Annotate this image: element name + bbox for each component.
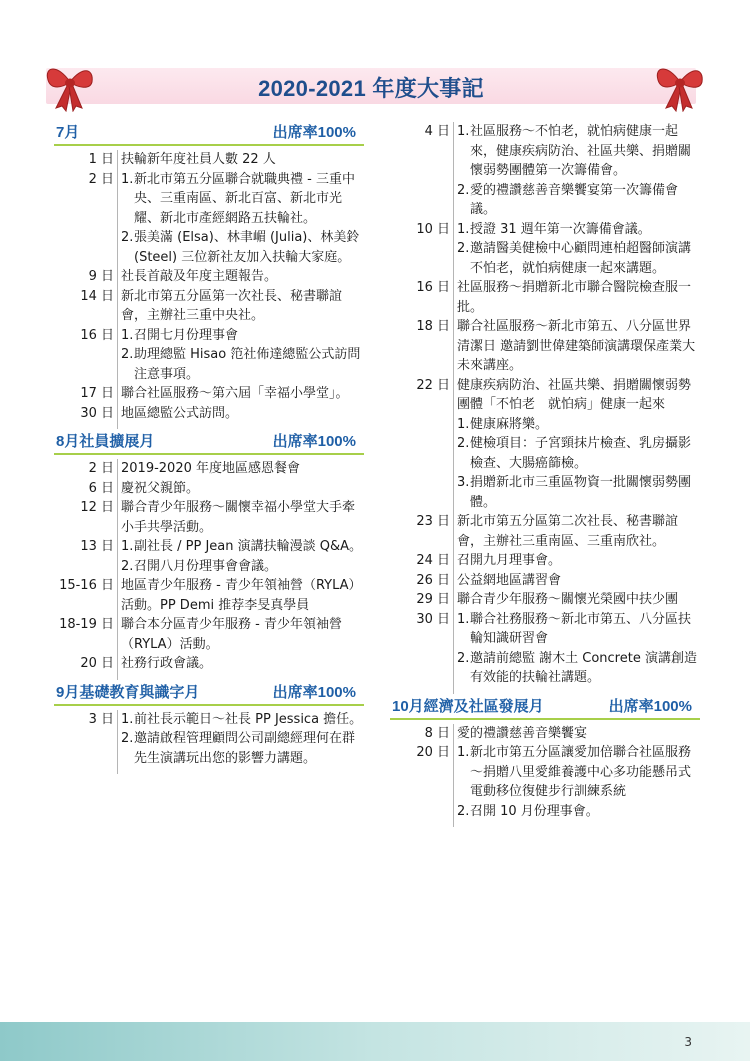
event-text: 聯合社區服務～第六屆「幸福小學堂」。 <box>121 386 349 401</box>
month-heading <box>54 431 364 455</box>
event-entry <box>54 654 364 674</box>
event-date: 23 日 <box>416 514 450 529</box>
month-heading <box>54 122 364 146</box>
event-date: 29 日 <box>416 592 450 607</box>
event-entry <box>54 267 364 287</box>
event-date: 14 日 <box>80 288 114 304</box>
attendance-rate: 出席率100% <box>272 683 356 701</box>
event-text: 愛的禮讚慈善音樂饗宴 <box>457 725 588 741</box>
event-text: 地區總監公式訪問。 <box>121 405 239 421</box>
event-entry <box>390 571 700 591</box>
event-date: 18-19 日 <box>59 617 114 632</box>
attendance-rate: 出席率100% <box>608 697 692 715</box>
event-date: 4 日 <box>424 124 450 139</box>
page-title: 2020-2021 年度大事記 <box>258 76 484 101</box>
event-item: 3. 捐贈新北市三重區物資一批關懷弱勢團體。 <box>457 475 692 510</box>
event-entry <box>390 317 700 376</box>
event-item: 2. 張美滿 (Elsa)、林聿嵋 (Julia)、林美鈴 (Steel) 三位新社友加入扶輪大家庭。 <box>121 230 360 265</box>
event-date: 15-16 日 <box>59 578 114 593</box>
event-text: 2019-2020 年度地區感恩餐會 <box>121 461 300 476</box>
event-entry <box>390 220 700 279</box>
event-entry <box>54 615 364 654</box>
event-entry <box>54 287 364 326</box>
event-item: 2. 召開 10 月份理事會。 <box>457 803 599 819</box>
event-item: 2. 助理總監 Hisao 笵社佈達總監公式訪問注意事項。 <box>121 347 361 382</box>
month-heading <box>390 696 700 720</box>
event-item: 1. 新北市第五分區讓愛加倍聯合社區服務～捐贈八里愛維養護中心多功能懸吊式電動移位復健步行訓練系統 <box>457 745 692 799</box>
event-date: 12 日 <box>80 500 114 515</box>
event-text: 社長首敲及年度主題報告。 <box>121 269 278 284</box>
event-entry <box>54 479 364 499</box>
month-title: 9月基礎教育與識字月 <box>56 683 200 701</box>
event-entry <box>390 551 700 571</box>
event-list <box>390 724 700 822</box>
event-entry <box>390 610 700 688</box>
month-title: 8月社員擴展月 <box>56 433 155 450</box>
event-list <box>54 150 364 423</box>
right-column <box>390 122 700 821</box>
event-entry <box>54 170 364 268</box>
event-item: 2. 邀請前總監 謝木土 Concrete 演講創造有效能的扶輪社講題。 <box>457 650 697 685</box>
event-list <box>390 122 700 688</box>
event-entry <box>54 150 364 170</box>
event-entry <box>390 512 700 551</box>
event-item: 1. 健康麻將樂。 <box>457 416 549 432</box>
attendance-rate: 出席率100% <box>272 124 356 141</box>
event-item: 2. 愛的禮讚慈善音樂饗宴第一次籌備會議。 <box>457 182 679 217</box>
event-date: 17 日 <box>80 386 114 401</box>
event-text: 社務行政會議。 <box>121 656 213 671</box>
event-date: 9 日 <box>88 269 114 284</box>
event-date: 22 日 <box>416 377 450 393</box>
event-entry <box>390 743 700 821</box>
event-item: 1. 副社長 / PP Jean 演講扶輪漫談 Q&A。 <box>121 539 363 554</box>
event-list <box>54 710 364 769</box>
event-item: 1. 聯合社務服務～新北市第五、八分區扶輪知識研習會 <box>457 611 692 646</box>
title-banner <box>46 68 696 104</box>
event-entry <box>54 404 364 424</box>
event-text: 公益網地區講習會 <box>457 572 562 588</box>
left-column <box>54 122 364 768</box>
event-entry <box>54 459 364 479</box>
event-text: 召開九月理事會。 <box>457 553 562 568</box>
event-text: 聯合青少年服務～關懷幸福小學堂大手牽小手共學活動。 <box>121 500 356 535</box>
event-entry <box>54 498 364 537</box>
event-entry <box>54 576 364 615</box>
event-entry <box>390 724 700 744</box>
event-date: 2 日 <box>88 171 114 187</box>
event-text: 慶祝父親節。 <box>121 480 200 496</box>
page-number: 3 <box>684 1035 692 1049</box>
event-item: 2. 邀請啟程管理顧問公司副總經理何在群先生演講玩出您的影響力講題。 <box>121 731 356 766</box>
event-list <box>54 459 364 674</box>
event-date: 30 日 <box>416 611 450 627</box>
event-text: 社區服務～捐贈新北市聯合醫院檢查服一批。 <box>457 280 692 315</box>
page-footer <box>0 1022 750 1061</box>
event-date: 3 日 <box>88 711 114 727</box>
event-text: 扶輪新年度社員人數 22 人 <box>121 152 276 167</box>
event-text: 新北市第五分區第一次社長、秘書聯誼會，主辦社三重中央社。 <box>121 288 343 323</box>
attendance-rate: 出席率100% <box>272 433 356 450</box>
month-title: 10月經濟及社區發展月 <box>392 697 544 715</box>
event-date: 8 日 <box>424 725 450 741</box>
event-text: 地區青少年服務 - 青少年領袖營（RYLA）活動。PP Demi 推荐李旻真學員 <box>121 578 362 613</box>
event-text: 健康疾病防治、社區共樂、捐贈關懷弱勢團體「不怕老 就怕病」健康一起來 <box>457 377 692 412</box>
ribbon-bow-icon <box>652 58 708 112</box>
event-item: 1. 召開七月份理事會 <box>121 327 239 343</box>
event-date: 26 日 <box>416 572 450 588</box>
event-date: 6 日 <box>88 480 114 496</box>
event-date: 30 日 <box>80 405 114 421</box>
event-date: 24 日 <box>416 553 450 568</box>
event-entry <box>390 278 700 317</box>
event-item: 2. 健檢項目：子宮頸抹片檢查、乳房攝影檢查、大腸癌篩檢。 <box>457 436 692 471</box>
event-date: 20 日 <box>80 656 114 671</box>
event-entry <box>54 384 364 404</box>
event-text: 新北市第五分區第二次社長、秘書聯誼會，主辦社三重南區、三重南欣社。 <box>457 514 679 549</box>
event-text: 聯合社區服務～新北市第五、八分區世界清潔日 邀請劉世偉建築師演講環保產業大未來講座。 <box>457 319 696 373</box>
event-text: 聯合本分區青少年服務 - 青少年領袖營（RYLA）活動。 <box>121 617 342 652</box>
event-entry <box>54 326 364 385</box>
event-entry <box>54 710 364 769</box>
event-item: 1. 授證 31 週年第一次籌備會議。 <box>457 221 651 237</box>
event-date: 18 日 <box>416 319 450 334</box>
event-item: 1. 前社長示範日～社長 PP Jessica 擔任。 <box>121 711 363 727</box>
event-date: 16 日 <box>416 280 450 295</box>
event-item: 2. 召開八月份理事會會議。 <box>121 558 278 574</box>
month-title: 7月 <box>56 124 80 141</box>
event-date: 20 日 <box>416 745 450 760</box>
event-entry <box>390 122 700 220</box>
event-date: 10 日 <box>416 221 450 237</box>
event-item: 1. 社區服務～不怕老，就怕病健康一起來，健康疾病防治、社區共樂、捐贈關懷弱勢團體第一次籌備會。 <box>457 124 692 178</box>
event-item: 1. 新北市第五分區聯合就職典禮 - 三重中央、三重南區、新北百富、新北市光耀、新北市產經網路五扶輪社。 <box>121 171 355 226</box>
event-date: 1 日 <box>88 152 114 167</box>
event-date: 2 日 <box>88 461 114 476</box>
ribbon-bow-icon <box>42 58 98 112</box>
event-entry <box>390 590 700 610</box>
event-entry <box>390 376 700 513</box>
month-heading <box>54 682 364 706</box>
event-date: 16 日 <box>80 327 114 343</box>
event-text: 聯合青少年服務～關懷光榮國中扶少團 <box>457 592 679 607</box>
event-item: 2. 邀請醫美健檢中心顧問連柏超醫師演講不怕老，就怕病健康一起來講題。 <box>457 241 692 276</box>
event-date: 13 日 <box>80 539 114 554</box>
event-entry <box>54 537 364 576</box>
